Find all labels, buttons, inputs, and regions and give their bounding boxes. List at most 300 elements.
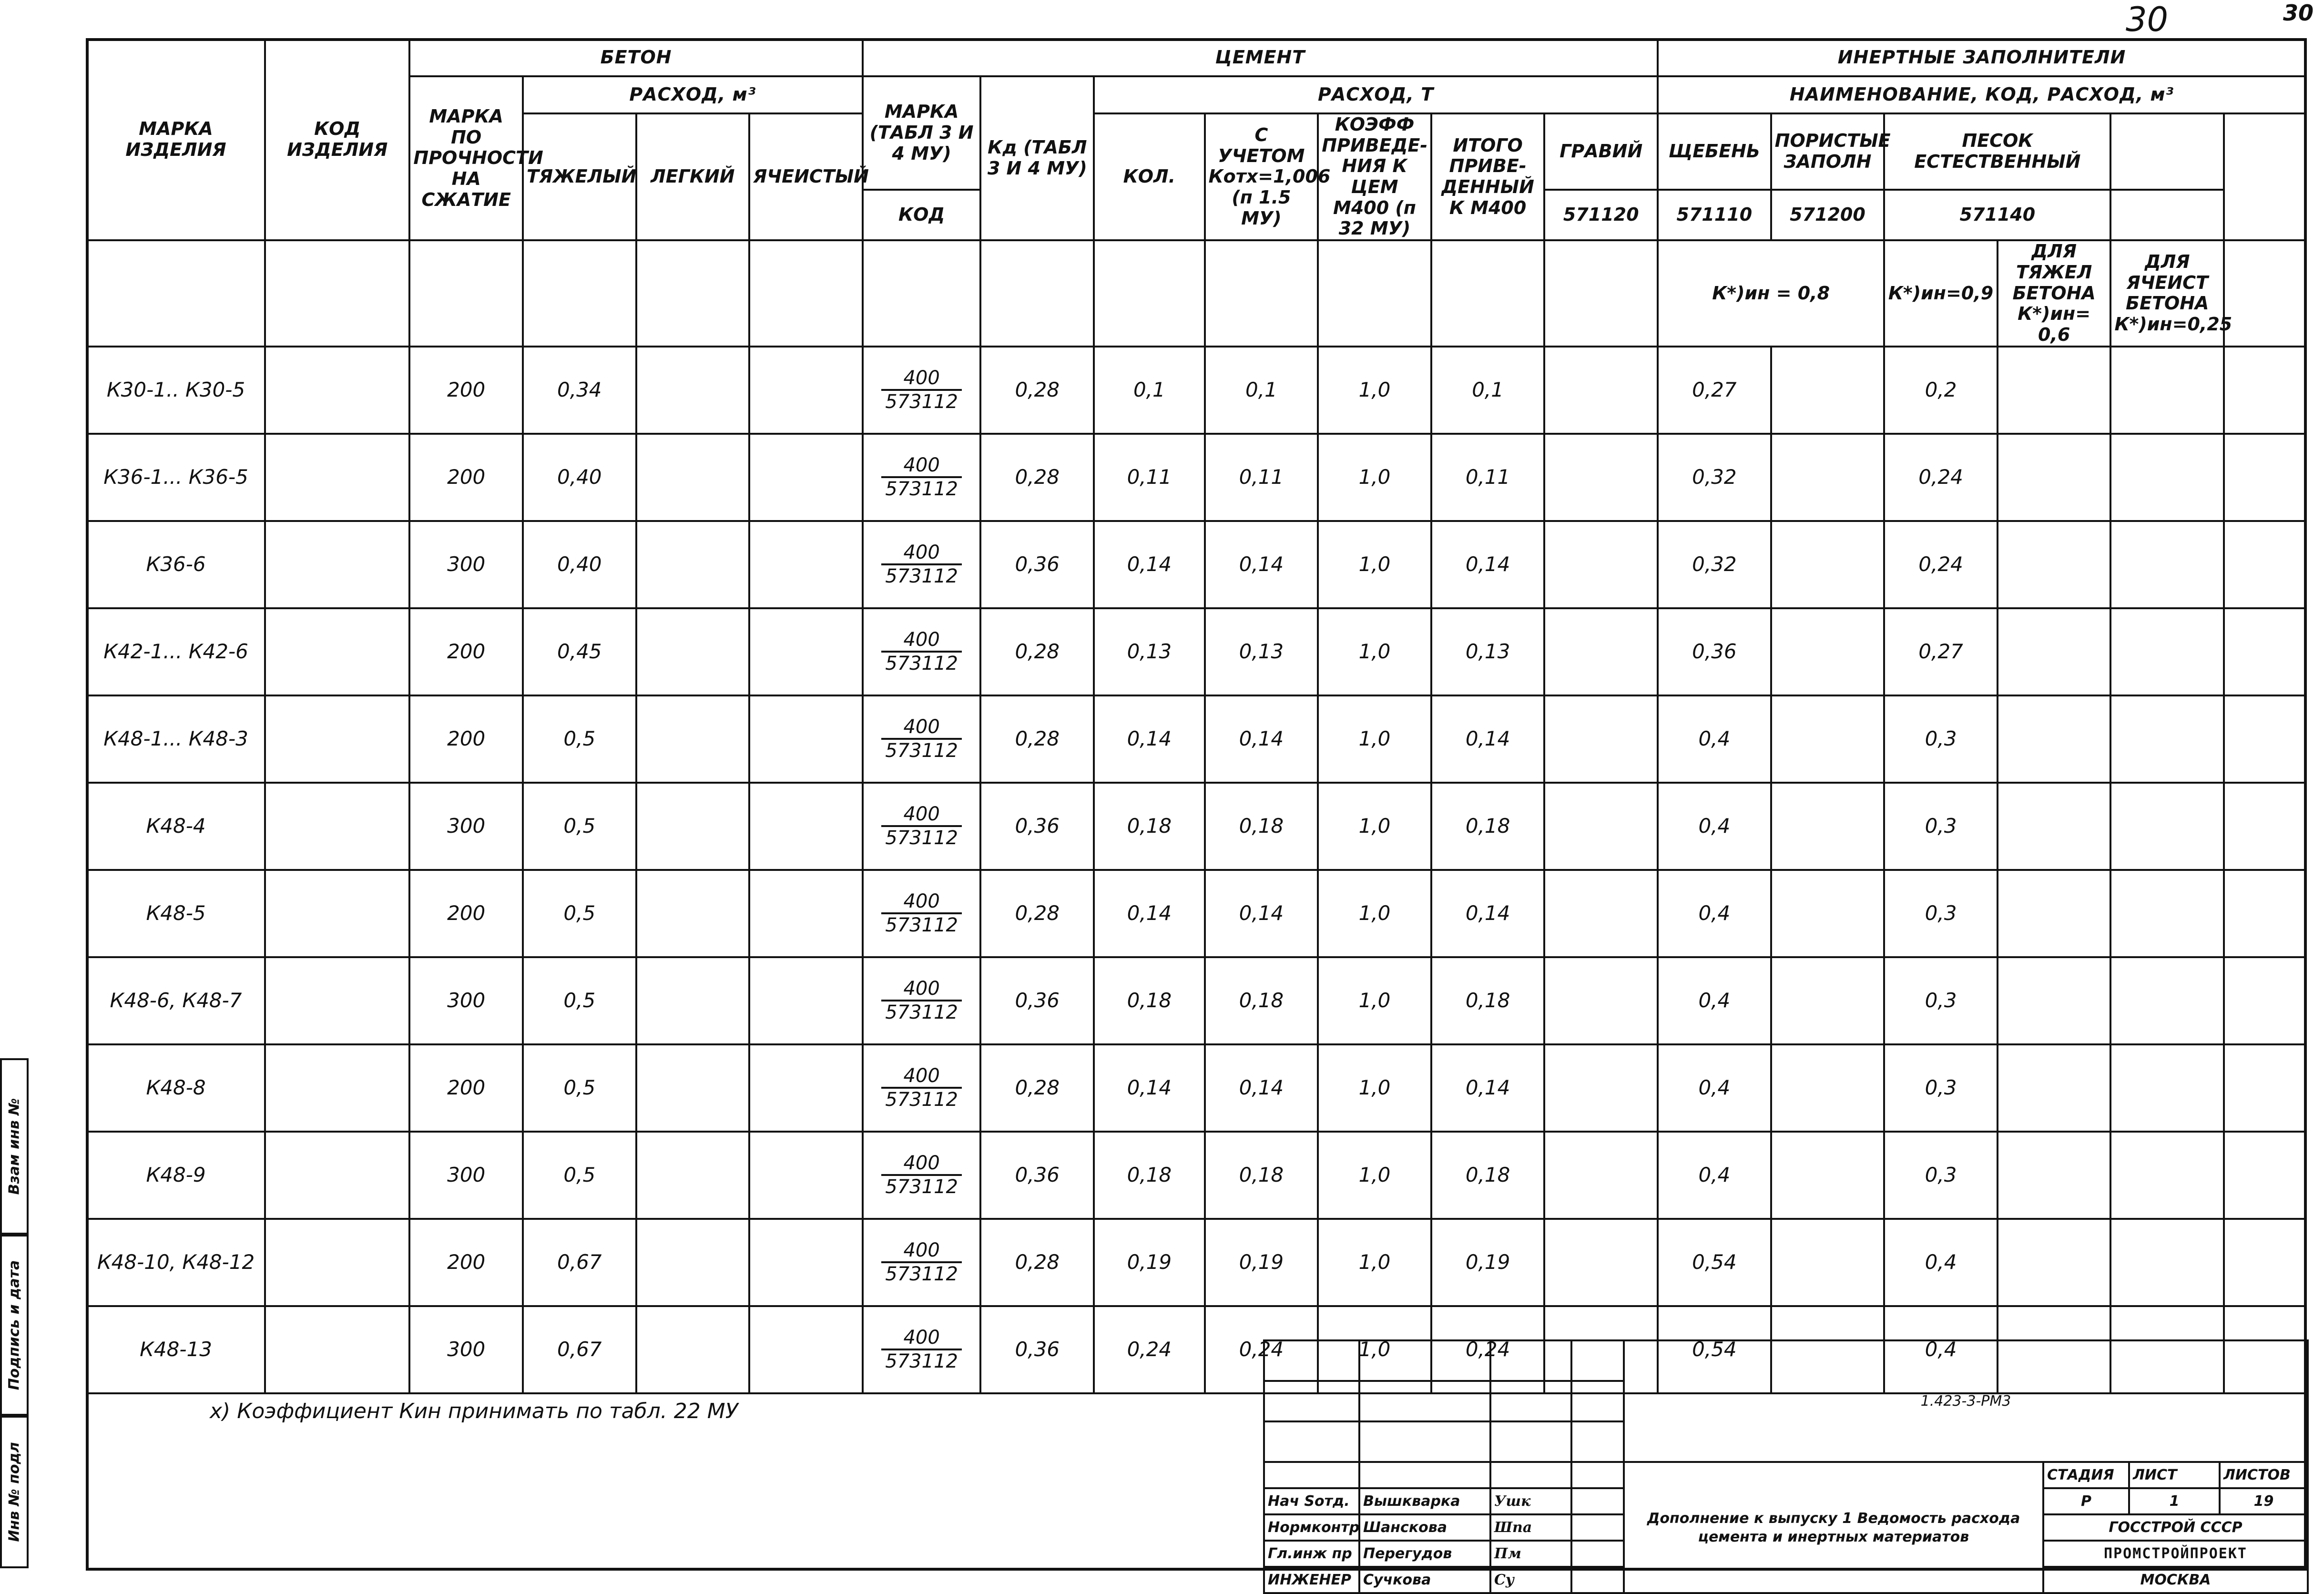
- row-total: 0,11: [1431, 434, 1545, 521]
- row-light: [636, 347, 750, 434]
- row-mark: К42-1... К42-6: [87, 608, 265, 695]
- row-sand-cell: [1998, 695, 2111, 783]
- cement-mark-value: 400: [881, 890, 962, 914]
- row-coef: 1,0: [1318, 957, 1431, 1044]
- title-block: [1263, 1339, 2307, 1588]
- row-qty: 0,1: [1094, 347, 1205, 434]
- concrete-grade-header: МАРКА ПО ПРОЧНОСТИ НА СЖАТИЕ: [409, 76, 523, 240]
- cement-code-value: 573112: [885, 1350, 958, 1372]
- row-mark: К48-13: [87, 1306, 265, 1393]
- row-kd: 0,28: [980, 1044, 1094, 1132]
- name-3: Сучкова: [1359, 1567, 1490, 1593]
- row-porous: [1771, 957, 1885, 1044]
- row-crushed: 0,4: [1658, 783, 1771, 870]
- gravel-header: ГРАВИЙ: [1544, 113, 1658, 190]
- sheet-label: ЛИСТ: [2129, 1462, 2220, 1488]
- row-sand: 0,24: [1884, 521, 1998, 608]
- sheets-value: 19: [2220, 1488, 2308, 1514]
- row-qty: 0,13: [1094, 608, 1205, 695]
- row-extra-2: [2224, 870, 2306, 957]
- row-heavy: 0,5: [523, 870, 636, 957]
- row-mark: К36-1... К36-5: [87, 434, 265, 521]
- name-0: Вышкварка: [1359, 1488, 1490, 1514]
- cement-code-value: 573112: [885, 1001, 958, 1023]
- row-light: [636, 1132, 750, 1219]
- row-kd: 0,28: [980, 347, 1094, 434]
- row-sand: 0,27: [1884, 608, 1998, 695]
- table-row: [87, 347, 2306, 434]
- inert-header: ИНЕРТНЫЕ ЗАПОЛНИТЕЛИ: [1658, 39, 2306, 76]
- row-cement-mark: [863, 347, 981, 434]
- row-qty: 0,18: [1094, 783, 1205, 870]
- row-sand-cell: [1998, 1132, 2111, 1219]
- cement-mark-value: 400: [881, 1152, 962, 1176]
- table-row: [87, 608, 2306, 695]
- row-grade: 200: [409, 870, 523, 957]
- row-gravel: [1544, 608, 1658, 695]
- table-row: [87, 1132, 2306, 1219]
- col-code-header: КОД ИЗДЕЛИЯ: [265, 39, 409, 240]
- row-with-k: 0,18: [1205, 1132, 1318, 1219]
- row-porous: [1771, 1219, 1885, 1306]
- signature-0: Ушк: [1490, 1488, 1571, 1514]
- cement-code-value: 573112: [885, 914, 958, 936]
- row-code: [265, 347, 409, 434]
- porous-code: 571200: [1771, 190, 1885, 240]
- row-total: 0,18: [1431, 1132, 1545, 1219]
- crushed-code: 571110: [1658, 190, 1771, 240]
- row-cellular: [749, 1044, 863, 1132]
- row-kd: 0,28: [980, 695, 1094, 783]
- row-qty: 0,19: [1094, 1219, 1205, 1306]
- row-coef: 1,0: [1318, 783, 1431, 870]
- row-with-k: 0,11: [1205, 434, 1318, 521]
- cement-mark-value: 400: [881, 1065, 962, 1089]
- sidebar-replace: Взам инв №: [6, 1098, 23, 1195]
- row-gravel: [1544, 695, 1658, 783]
- row-with-k: 0,14: [1205, 695, 1318, 783]
- cement-code-value: 573112: [885, 652, 958, 674]
- row-mark: К48-1... К48-3: [87, 695, 265, 783]
- row-sand-cell: [1998, 434, 2111, 521]
- kd-header: Кд (ТАБЛ 3 И 4 МУ): [980, 76, 1094, 240]
- row-porous: [1771, 695, 1885, 783]
- row-gravel: [1544, 1132, 1658, 1219]
- row-cellular: [749, 434, 863, 521]
- row-coef: 1,0: [1318, 521, 1431, 608]
- row-mark: К48-10, К48-12: [87, 1219, 265, 1306]
- cement-mark-value: 400: [881, 1239, 962, 1263]
- row-grade: 200: [409, 434, 523, 521]
- crushed-header: ЩЕБЕНЬ: [1658, 113, 1771, 190]
- row-qty: 0,14: [1094, 1044, 1205, 1132]
- row-crushed: 0,54: [1658, 1306, 1771, 1393]
- row-cellular: [749, 1219, 863, 1306]
- row-extra-2: [2224, 1132, 2306, 1219]
- row-porous: [1771, 1044, 1885, 1132]
- coef-header: КОЭФФ ПРИВЕДЕ- НИЯ К ЦЕМ М400 (п 32 МУ): [1318, 113, 1431, 240]
- row-extra-1: [2110, 957, 2224, 1044]
- row-sand-cell: [1998, 521, 2111, 608]
- qty-header: КОЛ.: [1094, 113, 1205, 240]
- row-kd: 0,36: [980, 1306, 1094, 1393]
- row-extra-2: [2224, 521, 2306, 608]
- row-code: [265, 1044, 409, 1132]
- k-gravel-crushed: К*)ин = 0,8: [1658, 240, 1884, 346]
- row-with-k: 0,18: [1205, 783, 1318, 870]
- row-qty: 0,18: [1094, 1132, 1205, 1219]
- signature-1: Шпа: [1490, 1514, 1571, 1541]
- row-mark: К48-8: [87, 1044, 265, 1132]
- k-sand-heavy: ДЛЯ ТЯЖЕЛ БЕТОНА К*)ин= 0,6: [1998, 240, 2111, 346]
- row-sand: 0,2: [1884, 347, 1998, 434]
- row-grade: 200: [409, 1044, 523, 1132]
- cellular-header: ЯЧЕИСТЫЙ: [749, 113, 863, 240]
- row-cellular: [749, 608, 863, 695]
- row-with-k: 0,13: [1205, 608, 1318, 695]
- signature-2: Пм: [1490, 1541, 1571, 1567]
- row-light: [636, 1306, 750, 1393]
- row-gravel: [1544, 347, 1658, 434]
- row-cement-mark: [863, 1044, 981, 1132]
- row-extra-2: [2224, 957, 2306, 1044]
- row-extra-1: [2110, 521, 2224, 608]
- sheets-label: ЛИСТОВ: [2220, 1462, 2308, 1488]
- row-extra-1: [2110, 608, 2224, 695]
- porous-header: ПОРИСТЫЕ ЗАПОЛН: [1771, 113, 1885, 190]
- row-grade: 300: [409, 1132, 523, 1219]
- row-total: 0,24: [1431, 1306, 1545, 1393]
- cement-code-value: 573112: [885, 1088, 958, 1111]
- row-qty: 0,14: [1094, 870, 1205, 957]
- row-cellular: [749, 1306, 863, 1393]
- row-kd: 0,28: [980, 608, 1094, 695]
- row-crushed: 0,4: [1658, 1044, 1771, 1132]
- row-sand: 0,3: [1884, 957, 1998, 1044]
- row-light: [636, 1219, 750, 1306]
- row-coef: 1,0: [1318, 1044, 1431, 1132]
- row-light: [636, 1044, 750, 1132]
- heavy-header: ТЯЖЕЛЫЙ: [523, 113, 636, 240]
- stage-label: СТАДИЯ: [2043, 1462, 2129, 1488]
- row-light: [636, 695, 750, 783]
- row-heavy: 0,67: [523, 1306, 636, 1393]
- side-stamp: [0, 1058, 83, 1571]
- row-grade: 300: [409, 521, 523, 608]
- table-row: [87, 1219, 2306, 1306]
- row-cement-mark: [863, 1306, 981, 1393]
- gravel-code: 571120: [1544, 190, 1658, 240]
- row-cement-mark: [863, 608, 981, 695]
- row-coef: 1,0: [1318, 608, 1431, 695]
- row-with-k: 0,18: [1205, 957, 1318, 1044]
- row-crushed: 0,4: [1658, 870, 1771, 957]
- row-extra-1: [2110, 347, 2224, 434]
- row-mark: К48-5: [87, 870, 265, 957]
- row-cellular: [749, 957, 863, 1044]
- row-extra-1: [2110, 783, 2224, 870]
- row-with-k: 0,1: [1205, 347, 1318, 434]
- row-porous: [1771, 870, 1885, 957]
- row-gravel: [1544, 957, 1658, 1044]
- role-2: Гл.инж пр: [1264, 1541, 1359, 1567]
- sand-header: ПЕСОК ЕСТЕСТВЕННЫЙ: [1884, 113, 2110, 190]
- row-with-k: 0,14: [1205, 521, 1318, 608]
- row-extra-2: [2224, 434, 2306, 521]
- row-cellular: [749, 1132, 863, 1219]
- cement-code-value: 573112: [885, 1263, 958, 1285]
- row-sand: 0,3: [1884, 1044, 1998, 1132]
- cement-mark-value: 400: [881, 716, 962, 740]
- row-with-k: 0,14: [1205, 1044, 1318, 1132]
- cement-code-value: 573112: [885, 478, 958, 500]
- cement-code-header: КОД: [863, 190, 981, 240]
- signature-3: Су: [1490, 1567, 1571, 1593]
- row-qty: 0,11: [1094, 434, 1205, 521]
- col-mark-header: МАРКА ИЗДЕЛИЯ: [87, 39, 265, 240]
- row-sand-cell: [1998, 957, 2111, 1044]
- row-extra-1: [2110, 1044, 2224, 1132]
- row-total: 0,18: [1431, 783, 1545, 870]
- row-sand-cell: [1998, 347, 2111, 434]
- cement-mark-value: 400: [881, 978, 962, 1001]
- row-mark: К36-6: [87, 521, 265, 608]
- cement-usage-header: РАСХОД, Т: [1094, 76, 1658, 113]
- row-coef: 1,0: [1318, 695, 1431, 783]
- concrete-header: БЕТОН: [409, 39, 862, 76]
- row-cellular: [749, 521, 863, 608]
- row-code: [265, 783, 409, 870]
- row-coef: 1,0: [1318, 1132, 1431, 1219]
- row-gravel: [1544, 521, 1658, 608]
- row-cement-mark: [863, 957, 981, 1044]
- table-row: [87, 521, 2306, 608]
- row-crushed: 0,4: [1658, 957, 1771, 1044]
- row-crushed: 0,36: [1658, 608, 1771, 695]
- cement-mark-value: 400: [881, 629, 962, 653]
- k-porous: К*)ин=0,9: [1884, 240, 1998, 346]
- row-sand: 0,3: [1884, 870, 1998, 957]
- page-number: 30: [2283, 0, 2314, 26]
- table-row: [87, 434, 2306, 521]
- row-cellular: [749, 347, 863, 434]
- document-title: Дополнение к выпуску 1 Ведомость расхода цемента и инертных материатов: [1624, 1462, 2043, 1593]
- row-extra-1: [2110, 434, 2224, 521]
- cement-code-value: 573112: [885, 827, 958, 849]
- row-cellular: [749, 783, 863, 870]
- table-row: [87, 1044, 2306, 1132]
- row-mark: К48-9: [87, 1132, 265, 1219]
- row-crushed: 0,32: [1658, 434, 1771, 521]
- row-coef: 1,0: [1318, 870, 1431, 957]
- sand-code: 571140: [1884, 190, 2110, 240]
- cement-code-value: 573112: [885, 739, 958, 762]
- row-heavy: 0,5: [523, 957, 636, 1044]
- row-total: 0,14: [1431, 1044, 1545, 1132]
- row-total: 0,14: [1431, 870, 1545, 957]
- cement-mark-value: 400: [881, 803, 962, 827]
- row-extra-1: [2110, 695, 2224, 783]
- cement-mark-value: 400: [881, 454, 962, 478]
- row-heavy: 0,34: [523, 347, 636, 434]
- row-total: 0,14: [1431, 695, 1545, 783]
- row-coef: 1,0: [1318, 1306, 1431, 1393]
- row-grade: 300: [409, 957, 523, 1044]
- light-header: ЛЕГКИЙ: [636, 113, 750, 240]
- row-with-k: 0,24: [1205, 1306, 1318, 1393]
- row-kd: 0,28: [980, 870, 1094, 957]
- row-sand-cell: [1998, 1219, 2111, 1306]
- row-kd: 0,36: [980, 957, 1094, 1044]
- row-light: [636, 608, 750, 695]
- stage-value: Р: [2043, 1488, 2129, 1514]
- footnote: х) Коэффициент Кин принимать по табл. 22 МУ: [210, 1399, 738, 1423]
- row-light: [636, 783, 750, 870]
- name-2: Перегудов: [1359, 1541, 1490, 1567]
- row-crushed: 0,27: [1658, 347, 1771, 434]
- row-extra-1: [2110, 870, 2224, 957]
- sheet-value: 1: [2129, 1488, 2220, 1514]
- table-row: [87, 783, 2306, 870]
- row-extra-2: [2224, 695, 2306, 783]
- row-code: [265, 608, 409, 695]
- city: МОСКВА: [2043, 1567, 2308, 1593]
- row-heavy: 0,5: [523, 1044, 636, 1132]
- cement-mark-value: 400: [881, 1327, 962, 1350]
- organization: ПРОМСТРОЙПРОЕКТ: [2043, 1541, 2308, 1567]
- row-mark: К48-6, К48-7: [87, 957, 265, 1044]
- row-cement-mark: [863, 783, 981, 870]
- row-extra-1: [2110, 1219, 2224, 1306]
- row-sand-cell: [1998, 1044, 2111, 1132]
- row-gravel: [1544, 1219, 1658, 1306]
- cement-code-value: 573112: [885, 390, 958, 413]
- row-qty: 0,24: [1094, 1306, 1205, 1393]
- row-cement-mark: [863, 434, 981, 521]
- cement-mark-header: МАРКА (ТАБЛ 3 И 4 МУ): [863, 76, 981, 190]
- total-header: ИТОГО ПРИВЕ- ДЕННЫЙ К М400: [1431, 113, 1545, 240]
- row-mark: К48-4: [87, 783, 265, 870]
- row-code: [265, 870, 409, 957]
- row-qty: 0,14: [1094, 521, 1205, 608]
- row-sand-cell: [1998, 608, 2111, 695]
- row-qty: 0,14: [1094, 695, 1205, 783]
- sidebar-signature: Подпись и дата: [6, 1260, 23, 1390]
- row-extra-2: [2224, 1219, 2306, 1306]
- row-total: 0,1: [1431, 347, 1545, 434]
- row-with-k: 0,14: [1205, 870, 1318, 957]
- with-k-header: С УЧЕТОМ Котх=1,006 (п 1.5 МУ): [1205, 113, 1318, 240]
- row-grade: 200: [409, 608, 523, 695]
- row-gravel: [1544, 434, 1658, 521]
- cement-header: ЦЕМЕНТ: [863, 39, 1658, 76]
- row-light: [636, 521, 750, 608]
- row-kd: 0,36: [980, 1132, 1094, 1219]
- row-total: 0,18: [1431, 957, 1545, 1044]
- row-light: [636, 434, 750, 521]
- inert-sub-header: НАИМЕНОВАНИЕ, КОД, РАСХОД, м³: [1658, 76, 2306, 113]
- row-heavy: 0,40: [523, 521, 636, 608]
- row-cement-mark: [863, 1219, 981, 1306]
- row-extra-1: [2110, 1132, 2224, 1219]
- sidebar-inv: Инв № подл: [6, 1442, 23, 1542]
- row-grade: 200: [409, 347, 523, 434]
- row-code: [265, 957, 409, 1044]
- row-extra-2: [2224, 1044, 2306, 1132]
- row-sand-cell: [1998, 870, 2111, 957]
- row-heavy: 0,5: [523, 1132, 636, 1219]
- cement-code-value: 573112: [885, 565, 958, 587]
- row-total: 0,19: [1431, 1219, 1545, 1306]
- row-code: [265, 521, 409, 608]
- cement-mark-value: 400: [881, 367, 962, 391]
- row-heavy: 0,5: [523, 783, 636, 870]
- cement-code-value: 573112: [885, 1175, 958, 1198]
- document-code: 1.423-3-РМ3: [1624, 1340, 2308, 1462]
- row-light: [636, 870, 750, 957]
- row-code: [265, 1306, 409, 1393]
- concrete-usage-header: РАСХОД, м³: [523, 76, 863, 113]
- row-cement-mark: [863, 1132, 981, 1219]
- row-cement-mark: [863, 695, 981, 783]
- row-heavy: 0,5: [523, 695, 636, 783]
- role-1: Нормконтр: [1264, 1514, 1359, 1541]
- row-code: [265, 434, 409, 521]
- row-heavy: 0,45: [523, 608, 636, 695]
- row-kd: 0,28: [980, 1219, 1094, 1306]
- role-0: Нач Sотд.: [1264, 1488, 1359, 1514]
- row-cellular: [749, 695, 863, 783]
- row-mark: К30-1.. К30-5: [87, 347, 265, 434]
- table-row: [87, 957, 2306, 1044]
- row-code: [265, 695, 409, 783]
- row-crushed: 0,4: [1658, 695, 1771, 783]
- row-grade: 200: [409, 1219, 523, 1306]
- row-kd: 0,36: [980, 521, 1094, 608]
- row-crushed: 0,54: [1658, 1219, 1771, 1306]
- row-with-k: 0,19: [1205, 1219, 1318, 1306]
- row-qty: 0,18: [1094, 957, 1205, 1044]
- row-cement-mark: [863, 870, 981, 957]
- k-sand-cellular: ДЛЯ ЯЧЕИСТ БЕТОНА К*)ин=0,25: [2110, 240, 2224, 346]
- row-sand-cell: [1998, 783, 2111, 870]
- row-porous: [1771, 434, 1885, 521]
- row-sand: 0,3: [1884, 783, 1998, 870]
- row-code: [265, 1219, 409, 1306]
- row-extra-2: [2224, 347, 2306, 434]
- table-row: [87, 695, 2306, 783]
- row-porous: [1771, 521, 1885, 608]
- row-heavy: 0,40: [523, 434, 636, 521]
- row-code: [265, 1132, 409, 1219]
- handwritten-page-number: 30: [2126, 0, 2169, 39]
- row-light: [636, 957, 750, 1044]
- row-sand: 0,3: [1884, 695, 1998, 783]
- row-porous: [1771, 1132, 1885, 1219]
- row-coef: 1,0: [1318, 347, 1431, 434]
- row-gravel: [1544, 1044, 1658, 1132]
- row-coef: 1,0: [1318, 434, 1431, 521]
- row-grade: 300: [409, 1306, 523, 1393]
- row-coef: 1,0: [1318, 1219, 1431, 1306]
- row-porous: [1771, 783, 1885, 870]
- row-sand: 0,3: [1884, 1132, 1998, 1219]
- row-crushed: 0,32: [1658, 521, 1771, 608]
- row-heavy: 0,67: [523, 1219, 636, 1306]
- name-1: Шанскова: [1359, 1514, 1490, 1541]
- row-crushed: 0,4: [1658, 1132, 1771, 1219]
- row-cement-mark: [863, 521, 981, 608]
